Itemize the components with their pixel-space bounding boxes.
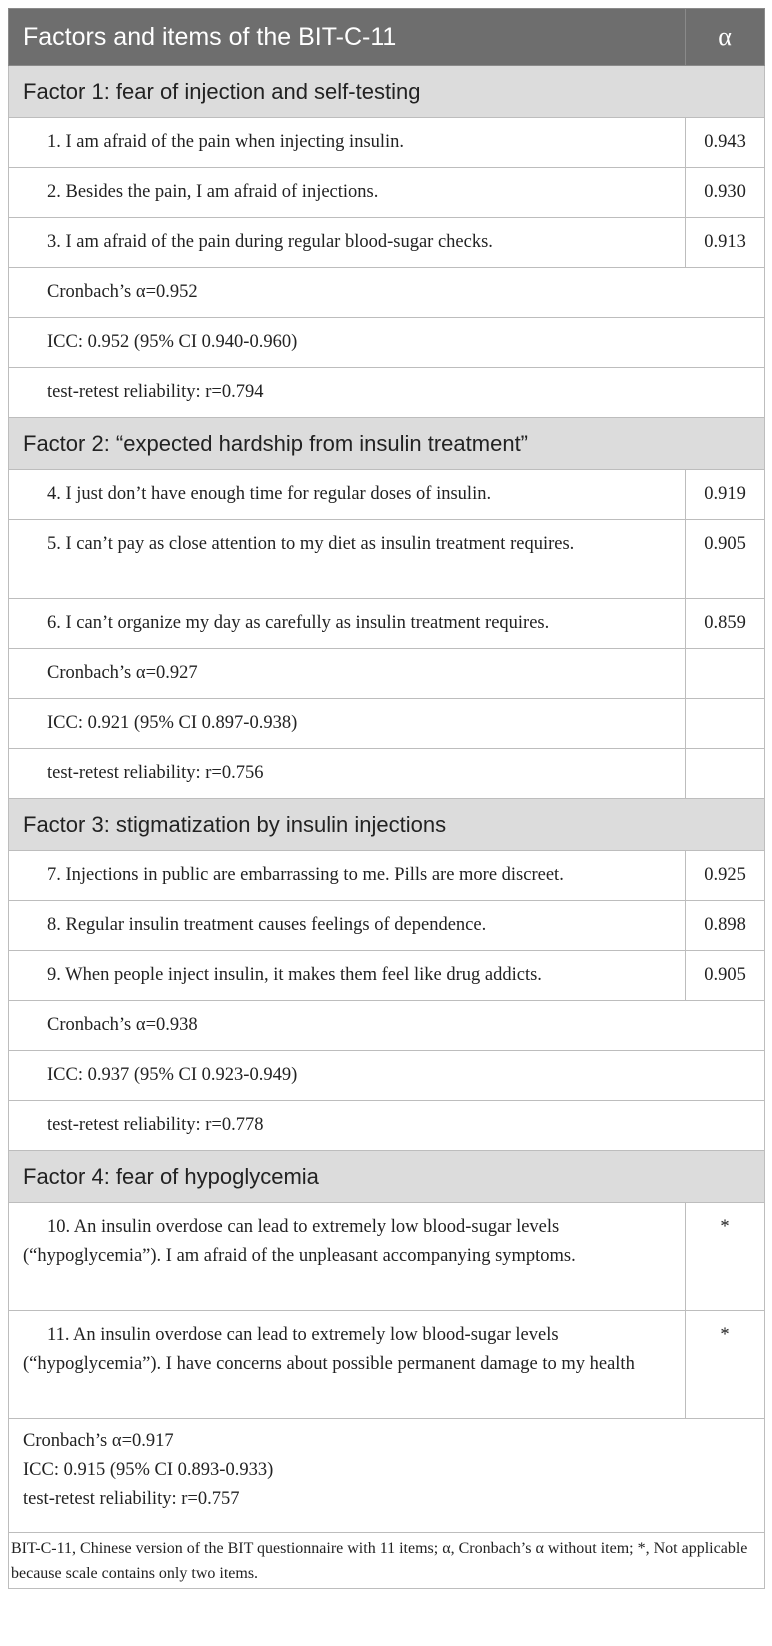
item-alpha: 0.943 [686, 118, 765, 168]
factor-row [9, 66, 765, 118]
table-row [9, 1203, 765, 1311]
item-text: 7. Injections in public are embarrassing to me. Pills are more discreet. [9, 851, 686, 901]
item-text: 3. I am afraid of the pain during regular blood-sugar checks. [9, 218, 686, 268]
table-row [9, 118, 765, 168]
empty-cell [686, 649, 765, 699]
empty-cell [686, 749, 765, 799]
factor-row [9, 799, 765, 851]
stat-text: Cronbach’s α=0.952 [9, 268, 765, 318]
item-alpha: 0.898 [686, 901, 765, 951]
footnote: BIT-C-11, Chinese version of the BIT questionnaire with 11 items; α, Cronbach’s α without item; *, Not applicable because scale contains only two items. [9, 1533, 765, 1589]
stat-row [9, 1101, 765, 1151]
stat-row [9, 649, 765, 699]
stat-text: ICC: 0.915 (95% CI 0.893-0.933) [23, 1460, 274, 1480]
footnote-row [9, 1533, 765, 1589]
factor-4-title: Factor 4: fear of hypoglycemia [9, 1151, 765, 1203]
stat-text: test-retest reliability: r=0.757 [23, 1489, 240, 1509]
table-row [9, 520, 765, 599]
stat-row [9, 1051, 765, 1101]
factor-1-title: Factor 1: fear of injection and self-testing [9, 66, 765, 118]
item-alpha: 0.859 [686, 599, 765, 649]
stat-row [9, 699, 765, 749]
item-text: 5. I can’t pay as close attention to my diet as insulin treatment requires. [9, 520, 686, 599]
stat-row [9, 1001, 765, 1051]
item-text: 9. When people inject insulin, it makes them feel like drug addicts. [9, 951, 686, 1001]
item-text: 6. I can’t organize my day as carefully as insulin treatment requires. [9, 599, 686, 649]
table-row [9, 951, 765, 1001]
item-alpha: * [686, 1311, 765, 1419]
item-alpha: 0.919 [686, 470, 765, 520]
item-alpha: 0.913 [686, 218, 765, 268]
header-alpha: α [686, 9, 765, 66]
table-row [9, 470, 765, 520]
item-alpha: 0.905 [686, 951, 765, 1001]
factor-row [9, 1151, 765, 1203]
stat-text: Cronbach’s α=0.917 [23, 1431, 174, 1451]
stat-text: test-retest reliability: r=0.778 [9, 1101, 765, 1151]
table-row [9, 168, 765, 218]
factor-2-title: Factor 2: “expected hardship from insulin treatment” [9, 418, 765, 470]
stat-text: ICC: 0.937 (95% CI 0.923-0.949) [9, 1051, 765, 1101]
stat-row [9, 749, 765, 799]
item-text: 10. An insulin overdose can lead to extremely low blood-sugar levels (“hypoglycemia”). I am afraid of the unpleasant accompanying symptoms. [9, 1203, 686, 1311]
item-text: 8. Regular insulin treatment causes feelings of dependence. [9, 901, 686, 951]
stat-row [9, 318, 765, 368]
summary-cell [9, 1419, 765, 1533]
item-text: 2. Besides the pain, I am afraid of injections. [9, 168, 686, 218]
table-row [9, 599, 765, 649]
item-text: 11. An insulin overdose can lead to extremely low blood-sugar levels (“hypoglycemia”). I have concerns about possible permanent damage to my health [9, 1311, 686, 1419]
stat-text: test-retest reliability: r=0.794 [9, 368, 765, 418]
item-alpha: 0.925 [686, 851, 765, 901]
item-alpha: 0.930 [686, 168, 765, 218]
item-alpha: 0.905 [686, 520, 765, 599]
stat-row [9, 368, 765, 418]
table-header-row [9, 9, 765, 66]
bit-c-11-table [8, 8, 765, 1589]
header-title: Factors and items of the BIT-C-11 [9, 9, 686, 66]
stat-text: Cronbach’s α=0.927 [9, 649, 686, 699]
item-alpha: * [686, 1203, 765, 1311]
stat-text: ICC: 0.921 (95% CI 0.897-0.938) [9, 699, 686, 749]
summary-row [9, 1419, 765, 1533]
stat-text: test-retest reliability: r=0.756 [9, 749, 686, 799]
table-row [9, 901, 765, 951]
factor-3-title: Factor 3: stigmatization by insulin injections [9, 799, 765, 851]
empty-cell [686, 699, 765, 749]
item-text: 1. I am afraid of the pain when injecting insulin. [9, 118, 686, 168]
table-row [9, 851, 765, 901]
stat-row [9, 268, 765, 318]
stat-text: ICC: 0.952 (95% CI 0.940-0.960) [9, 318, 765, 368]
item-text: 4. I just don’t have enough time for regular doses of insulin. [9, 470, 686, 520]
table-row [9, 1311, 765, 1419]
table-row [9, 218, 765, 268]
stat-text: Cronbach’s α=0.938 [9, 1001, 765, 1051]
factor-row [9, 418, 765, 470]
